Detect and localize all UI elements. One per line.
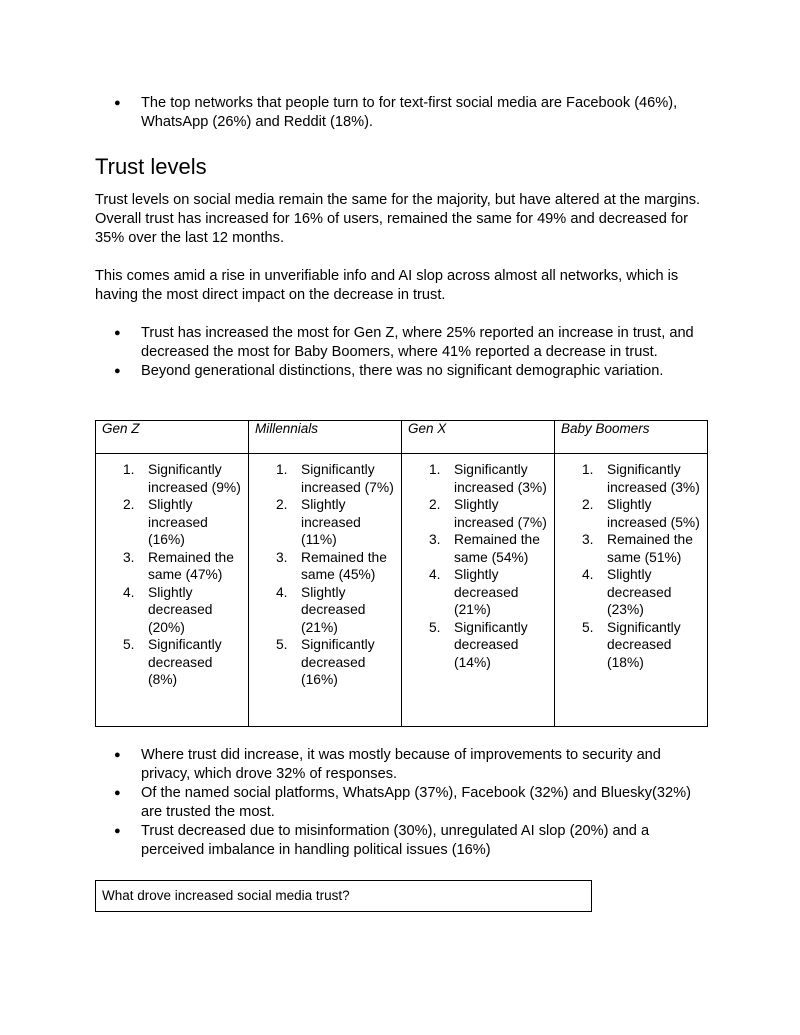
numbered-list xyxy=(249,461,401,689)
list-item: 2. Slightly increased (16%) xyxy=(123,497,208,547)
list-item: 2. Slightly increased (11%) xyxy=(276,497,361,547)
list-item: 4. Slightly decreased (21%) xyxy=(276,584,366,635)
closing-bullet: ● Of the named social platforms, WhatsApp (37%), Facebook (32%) and Bluesky(32%) are trusted the most. xyxy=(114,784,714,822)
header-gen-z: Gen Z xyxy=(96,421,249,454)
list-item: 5. Significantly decreased (16%) xyxy=(276,637,375,687)
paragraph-ai-slop: This comes amid a rise in unverifiable info and AI slop across almost all networks, which is having the most direct impact on the decrease in trust. xyxy=(95,268,679,303)
list-item: 3. Remained the same (54%) xyxy=(429,532,540,565)
numbered-list xyxy=(555,461,707,671)
closing-bullet: ● Where trust did increase, it was mostly because of improvements to security and privacy, which drove 32% of responses. xyxy=(114,746,714,784)
caption-box xyxy=(95,880,592,912)
list-item: 4. Slightly decreased (20%) xyxy=(123,584,213,635)
list-item: 2. Slightly increased (5%) xyxy=(582,497,700,530)
mid-bullet: ● Trust has increased the most for Gen Z, where 25% reported an increase in trust, and decreased the most for Baby Boomers, where 41% reported a decrease in trust. xyxy=(114,324,714,362)
list-item: 1. Significantly increased (3%) xyxy=(429,462,547,495)
list-item: 3. Remained the same (51%) xyxy=(582,532,693,565)
list-item: 4. Slightly decreased (21%) xyxy=(429,567,519,617)
list-item: 2. Slightly increased (7%) xyxy=(429,497,547,530)
cell-baby-boomers xyxy=(555,454,708,727)
list-item: 3. Remained the same (45%) xyxy=(276,549,387,582)
closing-bullet: ● Trust decreased due to misinformation (30%), unregulated AI slop (20%) and a perceived imbalance in handling political issues (16%) xyxy=(114,822,714,860)
list-item: 1. Significantly increased (3%) xyxy=(582,462,700,495)
list-item: 5. Significantly decreased (18%) xyxy=(582,619,681,670)
intro-bullet-list xyxy=(114,94,714,132)
list-item: 4. Slightly decreased (23%) xyxy=(582,567,672,617)
generation-trust-table xyxy=(95,420,708,727)
list-item: 1. Significantly increased (7%) xyxy=(276,462,394,495)
paragraph-overall-trust: Trust levels on social media remain the same for the majority, but have altered at the margins. Overall trust has increased for 16% of users, remained the same for 49% and decreased for 35% over the last 12 months. xyxy=(95,192,701,246)
list-item: 5. Significantly decreased (14%) xyxy=(429,619,528,670)
mid-bullet-list xyxy=(114,324,714,381)
cell-millennials xyxy=(249,454,402,727)
table-header-row xyxy=(96,421,708,454)
header-gen-x: Gen X xyxy=(402,421,555,454)
numbered-list xyxy=(402,461,554,671)
list-item: 3. Remained the same (47%) xyxy=(123,549,234,582)
mid-bullet: ● Beyond generational distinctions, there was no significant demographic variation. xyxy=(114,362,714,381)
table-row xyxy=(96,454,708,727)
list-item: 1. Significantly increased (9%) xyxy=(123,462,241,495)
header-baby-boomers: Baby Boomers xyxy=(555,421,708,454)
cell-gen-x xyxy=(402,454,555,727)
intro-bullet: ● The top networks that people turn to for text-first social media are Facebook (46%), WhatsApp (26%) and Reddit (18%). xyxy=(114,94,714,132)
section-heading: Trust levels xyxy=(95,154,207,179)
header-millennials: Millennials xyxy=(249,421,402,454)
numbered-list xyxy=(96,461,248,689)
cell-gen-z xyxy=(96,454,249,727)
list-item: 5. Significantly decreased (8%) xyxy=(123,637,222,687)
caption-text: What drove increased social media trust? xyxy=(102,888,350,903)
closing-bullet-list xyxy=(114,746,714,860)
